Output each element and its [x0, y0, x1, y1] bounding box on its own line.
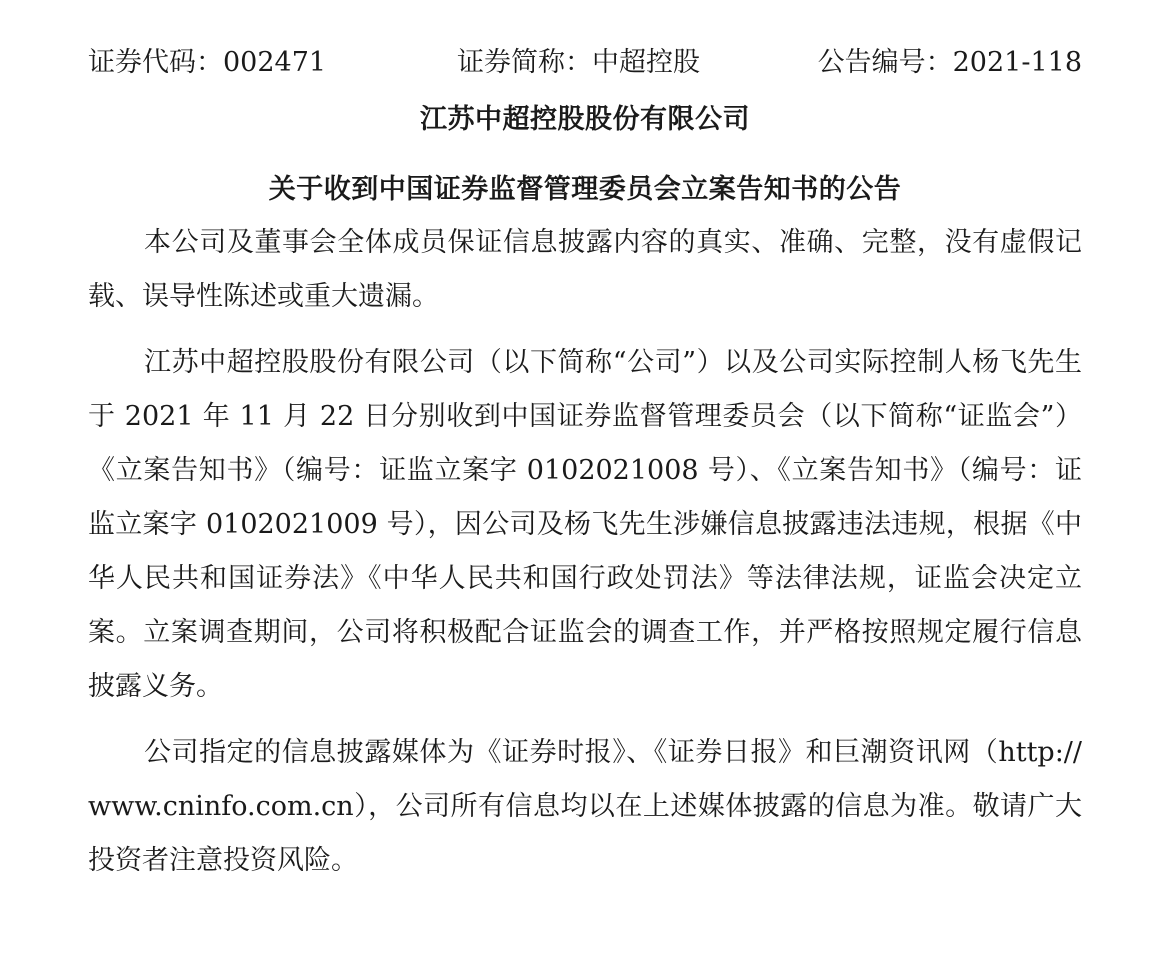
- header-line: [88, 38, 1082, 88]
- paragraph-main: 江苏中超控股股份有限公司（以下简称“公司”）以及公司实际控制人杨飞先生于 2021 年 11 月 22 日分别收到中国证券监督管理委员会（以下简称“证监会”）《立案告知书》（编号：证监立案字 0102021008 号）、《立案告知书》（编号：证监立案字 0102021009 号），因公司及杨飞先生涉嫌信息披露违法违规，根据《中华人民共和国证券法》《中华人民共和国行政处罚法》等法律法规，证监会决定立案。立案调查期间，公司将积极配合证监会的调查工作，并严格按照规定履行信息披露义务。: [88, 347, 1082, 702]
- company-name: 江苏中超控股股份有限公司: [420, 104, 750, 135]
- paragraph-statement: 本公司及董事会全体成员保证信息披露内容的真实、准确、完整，没有虚假记载、误导性陈述或重大遗漏。: [88, 227, 1082, 312]
- stock-short-name: 证券简称：中超控股: [457, 47, 700, 78]
- notice-title: 关于收到中国证券监督管理委员会立案告知书的公告: [268, 174, 902, 205]
- stock-code: 证券代码：002471: [88, 47, 327, 78]
- notice-number: 公告编号：2021-118: [817, 47, 1082, 78]
- paragraph-media: 公司指定的信息披露媒体为《证券时报》、《证券日报》和巨潮资讯网（http://www.cninfo.com.cn），公司所有信息均以在上述媒体披露的信息为准。敬请广大投资者注意投资风险。: [88, 737, 1082, 876]
- announcement-document: [88, 38, 1082, 888]
